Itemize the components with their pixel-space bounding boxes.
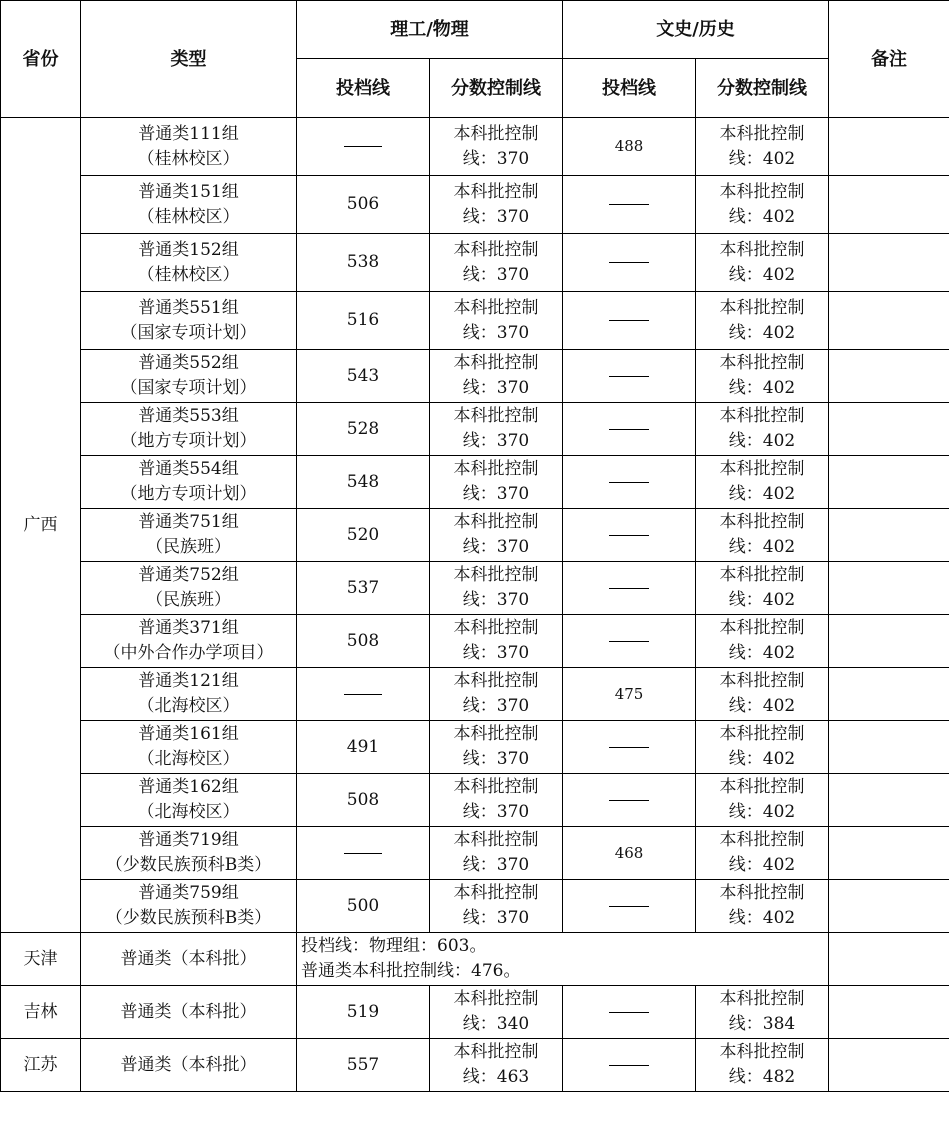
control-line-1: 本科批控制 (719, 618, 805, 638)
type-line-2: （北海校区） (137, 696, 240, 716)
arts-toudang-cell: 468 (563, 827, 696, 880)
science-control-cell (430, 668, 563, 721)
control-line-2: 线：402 (728, 696, 796, 716)
note-cell (829, 509, 949, 562)
science-toudang-cell: 500 (297, 880, 430, 933)
table-row (1, 509, 949, 562)
science-toudang-cell: 491 (297, 721, 430, 774)
science-toudang-cell: 508 (297, 774, 430, 827)
dash-mark (609, 641, 649, 642)
dash-mark (609, 320, 649, 321)
arts-control-cell (696, 350, 829, 403)
table-row (1, 615, 949, 668)
science-control-cell (430, 880, 563, 933)
type-cell (81, 562, 297, 615)
control-line-1: 本科批控制 (453, 123, 539, 144)
control-line-1: 本科批控制 (719, 459, 805, 479)
province-cell: 天津 (1, 933, 81, 986)
science-toudang-cell: 516 (297, 292, 430, 350)
arts-toudang-cell (563, 986, 696, 1039)
arts-toudang-cell (563, 509, 696, 562)
tianjin-note-line-2: 普通类本科批控制线：476。 (301, 961, 521, 981)
science-toudang-cell: 520 (297, 509, 430, 562)
control-line-1: 本科批控制 (719, 724, 805, 744)
note-cell (829, 774, 949, 827)
control-line-2: 线：370 (462, 484, 530, 504)
science-control-cell (430, 350, 563, 403)
type-cell (81, 234, 297, 292)
note-cell (829, 615, 949, 668)
control-line-2: 线：370 (462, 908, 530, 928)
table-row (1, 668, 949, 721)
dash-mark (609, 482, 649, 483)
note-cell (829, 292, 949, 350)
type-line-2: （地方专项计划） (120, 484, 257, 504)
dash-mark (609, 429, 649, 430)
control-line-1: 本科批控制 (719, 1042, 805, 1062)
type-line-2: （中外合作办学项目） (103, 643, 274, 663)
control-line-2: 线：370 (462, 749, 530, 769)
type-cell (81, 176, 297, 234)
control-line-1: 本科批控制 (719, 512, 805, 532)
science-control-cell (430, 1039, 563, 1092)
header-province: 省份 (1, 1, 81, 118)
control-line-1: 本科批控制 (453, 565, 539, 585)
science-toudang-cell: 519 (297, 986, 430, 1039)
note-cell (829, 880, 949, 933)
control-line-2: 线：402 (728, 322, 796, 343)
control-line-2: 线：482 (728, 1067, 796, 1087)
type-line-1: 普通类751组 (138, 512, 239, 532)
type-cell (81, 880, 297, 933)
type-line-1: 普通类161组 (138, 724, 239, 744)
type-line-2: （地方专项计划） (120, 431, 257, 451)
note-cell (829, 403, 949, 456)
dash-mark (344, 694, 382, 695)
science-control-cell (430, 118, 563, 176)
table-row (1, 562, 949, 615)
control-line-2: 线：402 (728, 484, 796, 504)
type-cell (81, 456, 297, 509)
science-control-cell (430, 986, 563, 1039)
arts-control-cell (696, 118, 829, 176)
note-cell (829, 234, 949, 292)
control-line-1: 本科批控制 (453, 459, 539, 479)
science-toudang-cell (297, 668, 430, 721)
dash-mark (344, 853, 382, 854)
type-line-2: （国家专项计划） (120, 378, 257, 398)
type-cell (81, 615, 297, 668)
dash-mark (609, 747, 649, 748)
control-line-2: 线：402 (728, 148, 796, 169)
header-arts: 文史/历史 (563, 1, 829, 59)
science-toudang-cell: 508 (297, 615, 430, 668)
province-cell: 广西 (1, 118, 81, 933)
science-control-cell (430, 615, 563, 668)
type-line-1: 普通类151组 (138, 181, 239, 202)
tianjin-note-cell (297, 933, 829, 986)
arts-control-cell (696, 880, 829, 933)
science-control-cell (430, 292, 563, 350)
control-line-2: 线：370 (462, 696, 530, 716)
arts-control-cell (696, 234, 829, 292)
table-row (1, 774, 949, 827)
arts-control-cell (696, 615, 829, 668)
control-line-2: 线：370 (462, 322, 530, 343)
type-cell: 普通类（本科批） (81, 933, 297, 986)
control-line-1: 本科批控制 (453, 1042, 539, 1062)
arts-toudang-cell (563, 774, 696, 827)
science-toudang-cell: 543 (297, 350, 430, 403)
control-line-1: 本科批控制 (719, 830, 805, 850)
control-line-1: 本科批控制 (453, 297, 539, 318)
arts-toudang-cell (563, 292, 696, 350)
type-line-1: 普通类121组 (138, 671, 239, 691)
type-cell: 普通类（本科批） (81, 986, 297, 1039)
control-line-1: 本科批控制 (719, 406, 805, 426)
arts-toudang-cell (563, 350, 696, 403)
note-cell (829, 562, 949, 615)
type-line-2: （北海校区） (137, 749, 240, 769)
control-line-1: 本科批控制 (453, 830, 539, 850)
type-cell (81, 292, 297, 350)
type-cell (81, 509, 297, 562)
control-line-2: 线：370 (462, 431, 530, 451)
control-line-1: 本科批控制 (453, 181, 539, 202)
type-line-1: 普通类152组 (138, 239, 239, 260)
control-line-2: 线：340 (462, 1014, 530, 1034)
science-control-cell (430, 234, 563, 292)
control-line-1: 本科批控制 (453, 671, 539, 691)
control-line-1: 本科批控制 (719, 123, 805, 144)
type-line-1: 普通类162组 (138, 777, 239, 797)
arts-control-cell (696, 456, 829, 509)
type-line-1: 普通类752组 (138, 565, 239, 585)
control-line-2: 线：370 (462, 590, 530, 610)
control-line-1: 本科批控制 (453, 618, 539, 638)
control-line-2: 线：402 (728, 206, 796, 227)
note-cell (829, 350, 949, 403)
type-cell (81, 721, 297, 774)
header-science-control: 分数控制线 (430, 59, 563, 118)
control-line-2: 线：402 (728, 431, 796, 451)
type-line-1: 普通类552组 (138, 353, 239, 373)
control-line-2: 线：402 (728, 908, 796, 928)
tianjin-note-line-1: 投档线：物理组：603。 (301, 936, 487, 956)
note-cell (829, 456, 949, 509)
note-cell (829, 721, 949, 774)
control-line-2: 线：402 (728, 378, 796, 398)
arts-control-cell (696, 721, 829, 774)
dash-mark (609, 262, 649, 263)
type-cell (81, 827, 297, 880)
dash-mark (609, 535, 649, 536)
science-control-cell (430, 774, 563, 827)
science-control-cell (430, 827, 563, 880)
science-toudang-cell: 528 (297, 403, 430, 456)
province-cell: 江苏 (1, 1039, 81, 1092)
header-type: 类型 (81, 1, 297, 118)
control-line-2: 线：402 (728, 749, 796, 769)
note-cell (829, 1039, 949, 1092)
science-toudang-cell: 548 (297, 456, 430, 509)
table-row (1, 721, 949, 774)
province-cell: 吉林 (1, 986, 81, 1039)
science-control-cell (430, 509, 563, 562)
header-science: 理工/物理 (297, 1, 563, 59)
dash-mark (609, 1012, 649, 1013)
control-line-1: 本科批控制 (453, 777, 539, 797)
header-arts-toudang: 投档线 (563, 59, 696, 118)
type-line-1: 普通类551组 (138, 297, 239, 318)
dash-mark (344, 146, 382, 147)
arts-control-cell (696, 403, 829, 456)
control-line-2: 线：402 (728, 537, 796, 557)
table-row (1, 403, 949, 456)
science-control-cell (430, 176, 563, 234)
arts-toudang-cell (563, 1039, 696, 1092)
science-control-cell (430, 721, 563, 774)
type-cell (81, 350, 297, 403)
control-line-2: 线：384 (728, 1014, 796, 1034)
arts-control-cell (696, 827, 829, 880)
type-line-1: 普通类719组 (138, 830, 239, 850)
header-note: 备注 (829, 1, 949, 118)
science-control-cell (430, 562, 563, 615)
type-cell (81, 668, 297, 721)
dash-mark (609, 376, 649, 377)
control-line-2: 线：402 (728, 590, 796, 610)
type-line-2: （民族班） (146, 590, 231, 610)
header-science-toudang: 投档线 (297, 59, 430, 118)
type-line-1: 普通类371组 (138, 618, 239, 638)
control-line-2: 线：370 (462, 148, 530, 169)
control-line-1: 本科批控制 (719, 353, 805, 373)
arts-toudang-cell (563, 721, 696, 774)
table-row-jilin (1, 986, 949, 1039)
guangxi-section (1, 118, 949, 933)
type-cell (81, 774, 297, 827)
type-cell (81, 118, 297, 176)
table-row (1, 880, 949, 933)
type-line-2: （国家专项计划） (120, 322, 257, 343)
control-line-2: 线：402 (728, 264, 796, 285)
header-arts-control: 分数控制线 (696, 59, 829, 118)
arts-control-cell (696, 562, 829, 615)
type-line-1: 普通类554组 (138, 459, 239, 479)
control-line-1: 本科批控制 (719, 297, 805, 318)
note-cell (829, 933, 949, 986)
control-line-1: 本科批控制 (719, 181, 805, 202)
type-cell: 普通类（本科批） (81, 1039, 297, 1092)
type-cell (81, 403, 297, 456)
control-line-2: 线：370 (462, 206, 530, 227)
control-line-1: 本科批控制 (453, 406, 539, 426)
arts-toudang-cell: 475 (563, 668, 696, 721)
control-line-1: 本科批控制 (719, 883, 805, 903)
table-row (1, 176, 949, 234)
table-row (1, 350, 949, 403)
dash-mark (609, 1065, 649, 1066)
table-row-tianjin (1, 933, 949, 986)
science-toudang-cell: 557 (297, 1039, 430, 1092)
control-line-2: 线：370 (462, 264, 530, 285)
note-cell (829, 986, 949, 1039)
arts-toudang-cell (563, 562, 696, 615)
science-toudang-cell: 538 (297, 234, 430, 292)
arts-control-cell (696, 292, 829, 350)
arts-control-cell (696, 668, 829, 721)
table-row-jiangsu (1, 1039, 949, 1092)
control-line-2: 线：370 (462, 855, 530, 875)
arts-toudang-cell (563, 456, 696, 509)
note-cell (829, 827, 949, 880)
arts-control-cell (696, 1039, 829, 1092)
control-line-2: 线：370 (462, 378, 530, 398)
arts-toudang-cell (563, 880, 696, 933)
note-cell (829, 668, 949, 721)
control-line-1: 本科批控制 (719, 671, 805, 691)
control-line-1: 本科批控制 (719, 777, 805, 797)
arts-control-cell (696, 176, 829, 234)
control-line-1: 本科批控制 (453, 724, 539, 744)
control-line-2: 线：402 (728, 802, 796, 822)
control-line-1: 本科批控制 (719, 239, 805, 260)
arts-toudang-cell (563, 403, 696, 456)
type-line-1: 普通类111组 (138, 123, 239, 144)
control-line-2: 线：402 (728, 855, 796, 875)
science-control-cell (430, 403, 563, 456)
table-row (1, 292, 949, 350)
control-line-1: 本科批控制 (453, 512, 539, 532)
control-line-1: 本科批控制 (453, 239, 539, 260)
table-row (1, 234, 949, 292)
note-cell (829, 176, 949, 234)
note-cell (829, 118, 949, 176)
control-line-1: 本科批控制 (453, 883, 539, 903)
science-toudang-cell (297, 827, 430, 880)
arts-control-cell (696, 509, 829, 562)
dash-mark (609, 588, 649, 589)
type-line-2: （少数民族预科B类） (105, 855, 272, 875)
type-line-2: （少数民族预科B类） (105, 908, 272, 928)
control-line-1: 本科批控制 (453, 989, 539, 1009)
table-row (1, 827, 949, 880)
science-toudang-cell: 537 (297, 562, 430, 615)
type-line-2: （民族班） (146, 537, 231, 557)
dash-mark (609, 906, 649, 907)
control-line-2: 线：370 (462, 537, 530, 557)
dash-mark (609, 800, 649, 801)
dash-mark (609, 204, 649, 205)
arts-control-cell (696, 986, 829, 1039)
arts-toudang-cell: 488 (563, 118, 696, 176)
type-line-2: （桂林校区） (137, 206, 240, 227)
table-row (1, 456, 949, 509)
control-line-2: 线：370 (462, 802, 530, 822)
science-toudang-cell: 506 (297, 176, 430, 234)
science-toudang-cell (297, 118, 430, 176)
control-line-1: 本科批控制 (719, 989, 805, 1009)
control-line-1: 本科批控制 (453, 353, 539, 373)
arts-toudang-cell (563, 234, 696, 292)
type-line-1: 普通类759组 (138, 883, 239, 903)
arts-toudang-cell (563, 176, 696, 234)
type-line-2: （北海校区） (137, 802, 240, 822)
control-line-2: 线：463 (462, 1067, 530, 1087)
control-line-2: 线：370 (462, 643, 530, 663)
type-line-2: （桂林校区） (137, 264, 240, 285)
arts-control-cell (696, 774, 829, 827)
type-line-2: （桂林校区） (137, 148, 240, 169)
arts-toudang-cell (563, 615, 696, 668)
control-line-2: 线：402 (728, 643, 796, 663)
science-control-cell (430, 456, 563, 509)
table-row (1, 118, 949, 176)
type-line-1: 普通类553组 (138, 406, 239, 426)
control-line-1: 本科批控制 (719, 565, 805, 585)
